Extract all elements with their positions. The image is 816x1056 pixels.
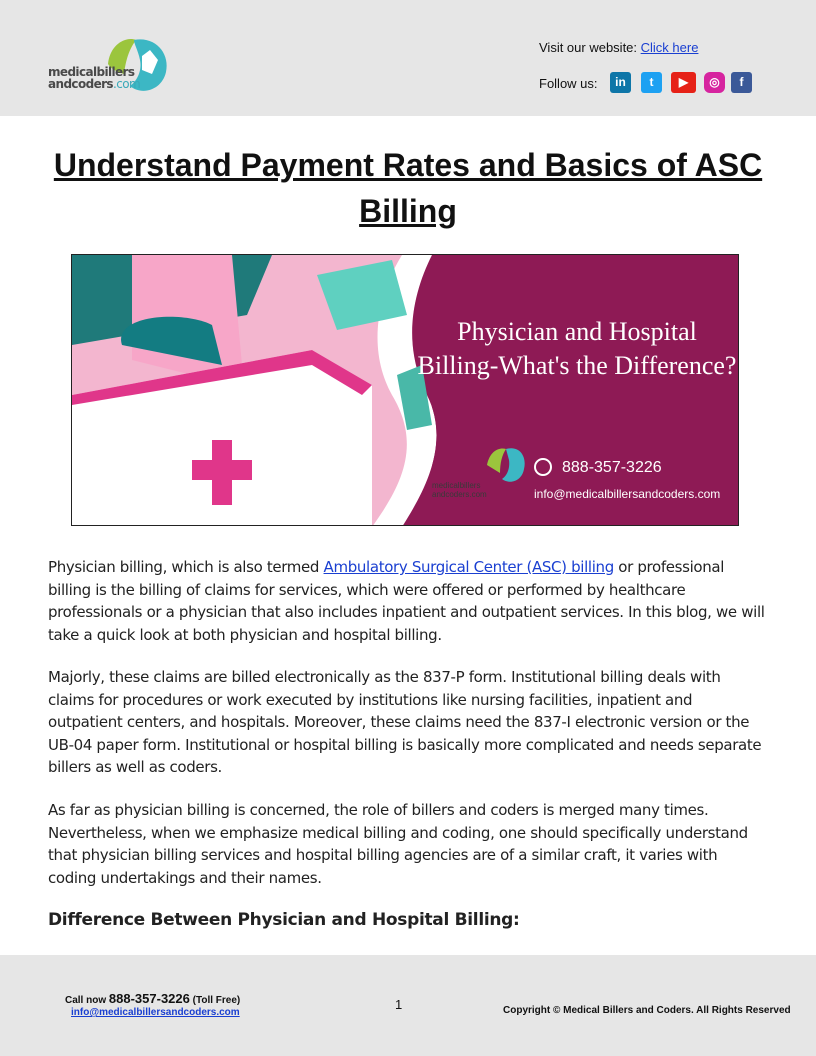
website-link[interactable]: Click here: [640, 40, 699, 55]
banner-email: info@medicalbillersandcoders.com: [534, 487, 721, 501]
call-suffix: (Toll Free): [189, 995, 241, 1006]
visit-website: [539, 40, 698, 55]
logo-text: [48, 66, 140, 90]
call-now: [65, 991, 240, 1006]
section-heading: Difference Between Physician and Hospital Billing:: [48, 910, 520, 930]
banner-headline: Physician and Hospital Billing-What's the Difference?: [417, 317, 737, 380]
p1-text-before: Physician billing, which is also termed: [48, 558, 324, 576]
paragraph-3: As far as physician billing is concerned, the role of billers and coders is merged many times. Nevertheless, when we emphasize medical billing and coding, one should specifically understand that physician billing services and hospital billing agencies are of a similar craft, it varies with coding undertakings and their names.: [48, 801, 748, 887]
banner-logo-line2-wrap: [432, 490, 487, 499]
banner-logo-text: [432, 481, 487, 499]
linkedin-icon[interactable]: in: [610, 72, 631, 93]
page-number: 1: [395, 997, 403, 1012]
paragraph-1: [48, 556, 768, 646]
p1-text-after: or professional billing is the billing of claims for services, which were offered or performed by healthcare professionals or a physician that also includes inpatient and outpatient services. In this blog, we will take a quick look at both physician and hospital billing.: [48, 558, 765, 644]
banner-logo-line1: medicalbillers: [432, 481, 481, 490]
company-logo[interactable]: [46, 34, 176, 98]
page-header: [0, 0, 816, 116]
logo-com: .com: [112, 77, 141, 91]
visit-label: Visit our website:: [539, 40, 641, 55]
asc-billing-link[interactable]: Ambulatory Surgical Center (ASC) billing: [323, 558, 614, 576]
banner-phone: 888-357-3226: [562, 459, 662, 476]
logo-line2: andcoders: [48, 77, 113, 91]
banner-logo-com: .com: [469, 490, 487, 499]
twitter-icon[interactable]: t: [641, 72, 662, 93]
phone-icon: [534, 458, 552, 476]
call-prefix: Call now: [65, 995, 109, 1006]
logo-line1: medicalbillers: [48, 65, 135, 79]
facebook-icon[interactable]: f: [731, 72, 752, 93]
page-title: Understand Payment Rates and Basics of ASC Billing: [53, 147, 763, 229]
youtube-icon[interactable]: ▶: [671, 72, 696, 93]
follow-us-label: Follow us:: [539, 76, 598, 91]
call-number: 888-357-3226: [108, 991, 190, 1006]
footer-email-link[interactable]: info@medicalbillersandcoders.com: [71, 1007, 240, 1018]
banner-image: [71, 254, 739, 526]
copyright-text: Copyright © Medical Billers and Coders. All Rights Reserved: [503, 1005, 791, 1016]
instagram-icon[interactable]: ◎: [704, 72, 725, 93]
banner-logo-line2: andcoders: [432, 490, 470, 499]
banner-illustration: [72, 255, 739, 526]
paragraph-2: Majorly, these claims are billed electronically as the 837-P form. Institutional billing deals with claims for procedures or work executed by institutions like nursing facilities, inpatient and outpatient centers, and hospitals. Moreover, these claims need the 837-I electronic version or the UB-04 paper form. Institutional or hospital billing is basically more complicated and needs separate billers as well as coders.: [48, 668, 762, 777]
logo-line2-wrap: [48, 78, 140, 90]
page-footer: [0, 955, 816, 1056]
